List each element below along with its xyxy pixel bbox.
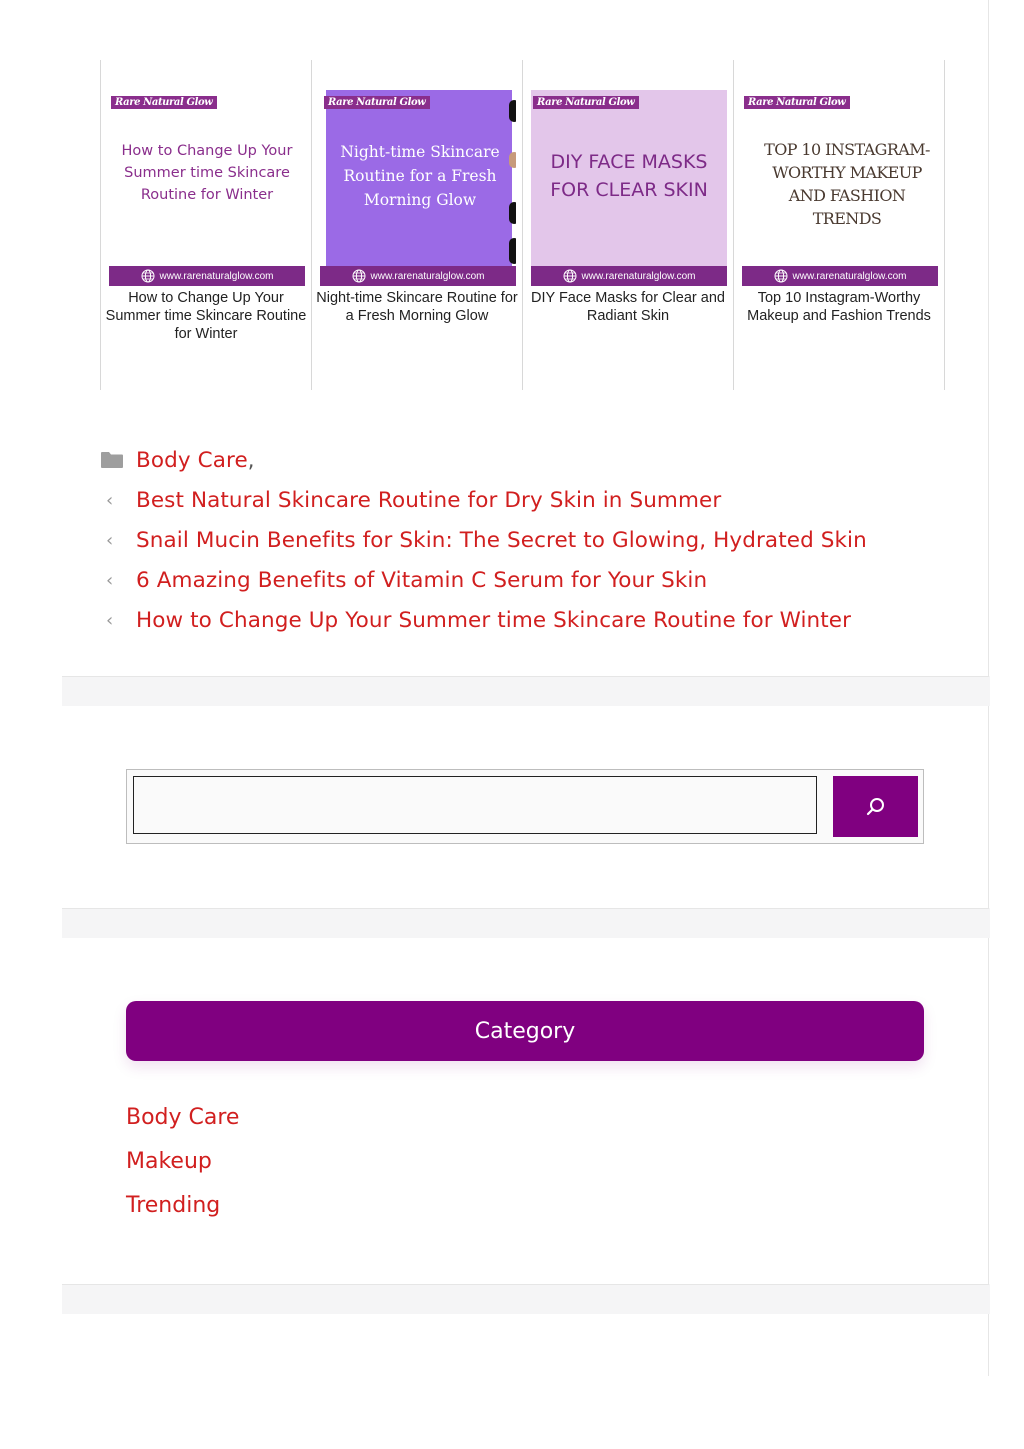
category-item-trending[interactable]: Trending bbox=[126, 1193, 221, 1218]
globe-icon bbox=[774, 269, 788, 283]
related-post-3[interactable] bbox=[522, 60, 733, 390]
related-post-2[interactable] bbox=[311, 60, 522, 390]
globe-icon bbox=[141, 269, 155, 283]
thumbnail-decoration bbox=[509, 238, 516, 264]
category-separator: , bbox=[247, 448, 255, 472]
brand-logo: Rare Natural Glow bbox=[533, 96, 639, 109]
thumbnail-url: www.rarenaturalglow.com bbox=[581, 270, 696, 282]
search-form bbox=[126, 769, 924, 844]
related-post-title[interactable]: Top 10 Instagram-Worthy Makeup and Fashion Trends bbox=[747, 290, 931, 324]
related-posts bbox=[100, 60, 944, 390]
folder-icon bbox=[100, 451, 124, 469]
globe-icon bbox=[352, 269, 366, 283]
post-thumbnail[interactable] bbox=[320, 90, 516, 286]
previous-post-link[interactable]: Snail Mucin Benefits for Skin: The Secret to Glowing, Hydrated Skin bbox=[136, 527, 867, 553]
thumbnail-url-bar bbox=[742, 266, 938, 286]
chevron-left-icon: ‹ bbox=[106, 569, 114, 591]
related-post-title[interactable]: DIY Face Masks for Clear and Radiant Skin bbox=[531, 290, 725, 324]
thumbnail-decoration bbox=[509, 152, 516, 168]
search-icon bbox=[865, 796, 887, 818]
section-gap bbox=[62, 676, 990, 706]
next-widget-card bbox=[62, 1314, 989, 1376]
brand-logo: Rare Natural Glow bbox=[324, 96, 430, 109]
category-item-body-care[interactable]: Body Care bbox=[126, 1105, 240, 1130]
thumbnail-url-bar bbox=[320, 266, 516, 286]
thumbnail-title: How to Change Up Your Summer time Skincare Routine for Winter bbox=[121, 143, 293, 203]
previous-post-link[interactable]: Best Natural Skincare Routine for Dry Skin in Summer bbox=[136, 487, 722, 513]
chevron-left-icon: ‹ bbox=[106, 609, 114, 631]
related-post-title[interactable]: How to Change Up Your Summer time Skincare Routine for Winter bbox=[105, 290, 307, 342]
brand-logo: Rare Natural Glow bbox=[744, 96, 850, 109]
category-item-makeup[interactable]: Makeup bbox=[126, 1149, 212, 1174]
post-thumbnail[interactable] bbox=[742, 90, 938, 286]
thumbnail-title: TOP 10 INSTAGRAM-WORTHY MAKEUP AND FASHION TRENDS bbox=[764, 140, 930, 228]
post-thumbnail[interactable] bbox=[109, 90, 305, 286]
thumbnail-url: www.rarenaturalglow.com bbox=[370, 270, 485, 282]
thumbnail-url-bar bbox=[109, 266, 305, 286]
previous-post-link[interactable]: How to Change Up Your Summer time Skincare Routine for Winter bbox=[136, 607, 852, 633]
chevron-left-icon: ‹ bbox=[106, 529, 114, 551]
thumbnail-decoration bbox=[509, 100, 516, 122]
brand-logo: Rare Natural Glow bbox=[111, 96, 217, 109]
section-gap bbox=[62, 908, 990, 938]
thumbnail-url-bar bbox=[531, 266, 727, 286]
section-gap bbox=[62, 1284, 990, 1314]
thumbnail-title: DIY FACE MASKS FOR CLEAR SKIN bbox=[550, 151, 708, 201]
related-post-title[interactable]: Night-time Skincare Routine for a Fresh Morning Glow bbox=[316, 290, 518, 324]
chevron-left-icon: ‹ bbox=[106, 489, 114, 511]
nav-row bbox=[100, 560, 980, 600]
nav-row bbox=[100, 600, 980, 640]
thumbnail-title: Night-time Skincare Routine for a Fresh Morning Glow bbox=[340, 143, 500, 209]
category-row bbox=[100, 440, 980, 480]
post-thumbnail[interactable] bbox=[531, 90, 727, 286]
thumbnail-decoration bbox=[509, 202, 516, 224]
post-meta bbox=[100, 440, 980, 640]
category-link[interactable]: Body Care bbox=[136, 447, 248, 473]
thumbnail-url: www.rarenaturalglow.com bbox=[159, 270, 274, 282]
nav-row bbox=[100, 480, 980, 520]
search-input[interactable] bbox=[133, 776, 817, 834]
nav-row bbox=[100, 520, 980, 560]
globe-icon bbox=[563, 269, 577, 283]
related-post-4[interactable] bbox=[733, 60, 945, 390]
previous-post-link[interactable]: 6 Amazing Benefits of Vitamin C Serum for Your Skin bbox=[136, 567, 708, 593]
related-post-1[interactable] bbox=[100, 60, 311, 390]
category-widget-title: Category bbox=[126, 1001, 924, 1061]
thumbnail-url: www.rarenaturalglow.com bbox=[792, 270, 907, 282]
category-list bbox=[126, 1096, 239, 1228]
search-button[interactable] bbox=[833, 776, 918, 837]
